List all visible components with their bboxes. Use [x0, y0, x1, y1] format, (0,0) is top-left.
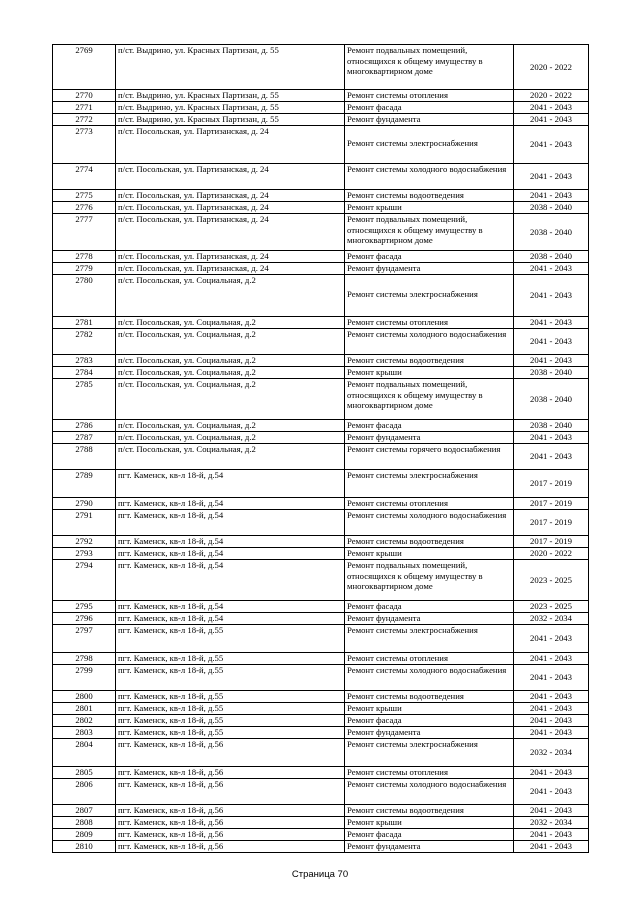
address-cell: пгт. Каменск, кв-л 18-й, д.54	[116, 613, 345, 625]
work-type-cell: Ремонт фундамента	[345, 841, 514, 853]
table-row	[53, 498, 589, 510]
table-row	[53, 202, 589, 214]
address-cell: пгт. Каменск, кв-л 18-й, д.54	[116, 470, 345, 498]
address-cell: п/ст. Посольская, ул. Социальная, д.2	[116, 329, 345, 355]
work-type-cell: Ремонт фундамента	[345, 613, 514, 625]
row-number: 2791	[53, 510, 116, 536]
period-cell: 2038 - 2040	[514, 379, 589, 420]
table-row	[53, 715, 589, 727]
period-cell: 2017 - 2019	[514, 498, 589, 510]
table-row	[53, 841, 589, 853]
work-type-cell: Ремонт системы электроснабжения	[345, 126, 514, 164]
work-type-cell: Ремонт подвальных помещений, относящихся к общему имуществу в многоквартирном доме	[345, 560, 514, 601]
period-cell: 2032 - 2034	[514, 613, 589, 625]
table-row	[53, 214, 589, 251]
address-cell: п/ст. Выдрино, ул. Красных Партизан, д. 55	[116, 102, 345, 114]
table-row	[53, 251, 589, 263]
period-cell: 2041 - 2043	[514, 625, 589, 653]
work-type-cell: Ремонт системы водоотведения	[345, 536, 514, 548]
address-cell: пгт. Каменск, кв-л 18-й, д.56	[116, 779, 345, 805]
period-cell: 2041 - 2043	[514, 275, 589, 317]
address-cell: пгт. Каменск, кв-л 18-й, д.54	[116, 601, 345, 613]
row-number: 2785	[53, 379, 116, 420]
address-cell: пгт. Каменск, кв-л 18-й, д.54	[116, 536, 345, 548]
work-type-cell: Ремонт фасада	[345, 251, 514, 263]
address-cell: пгт. Каменск, кв-л 18-й, д.56	[116, 841, 345, 853]
address-cell: пгт. Каменск, кв-л 18-й, д.56	[116, 767, 345, 779]
period-cell: 2041 - 2043	[514, 653, 589, 665]
table-row	[53, 739, 589, 767]
row-number: 2786	[53, 420, 116, 432]
address-cell: пгт. Каменск, кв-л 18-й, д.56	[116, 805, 345, 817]
page-number: Страница 70	[291, 869, 349, 880]
row-number: 2798	[53, 653, 116, 665]
row-number: 2781	[53, 317, 116, 329]
work-type-cell: Ремонт фундамента	[345, 432, 514, 444]
period-cell: 2041 - 2043	[514, 114, 589, 126]
period-cell: 2023 - 2025	[514, 601, 589, 613]
row-number: 2808	[53, 817, 116, 829]
table-row	[53, 625, 589, 653]
work-type-cell: Ремонт крыши	[345, 367, 514, 379]
row-number: 2793	[53, 548, 116, 560]
row-number: 2787	[53, 432, 116, 444]
work-type-cell: Ремонт системы водоотведения	[345, 691, 514, 703]
address-cell: пгт. Каменск, кв-л 18-й, д.55	[116, 625, 345, 653]
period-cell: 2041 - 2043	[514, 444, 589, 470]
address-cell: пгт. Каменск, кв-л 18-й, д.55	[116, 727, 345, 739]
address-cell: пгт. Каменск, кв-л 18-й, д.55	[116, 715, 345, 727]
table-row	[53, 420, 589, 432]
row-number: 2800	[53, 691, 116, 703]
table-row	[53, 805, 589, 817]
row-number: 2775	[53, 190, 116, 202]
table-row	[53, 102, 589, 114]
table-row	[53, 767, 589, 779]
address-cell: п/ст. Посольская, ул. Социальная, д.2	[116, 379, 345, 420]
row-number: 2788	[53, 444, 116, 470]
period-cell: 2032 - 2034	[514, 739, 589, 767]
work-type-cell: Ремонт фасада	[345, 420, 514, 432]
table-row	[53, 126, 589, 164]
address-cell: п/ст. Посольская, ул. Социальная, д.2	[116, 367, 345, 379]
work-type-cell: Ремонт системы водоотведения	[345, 190, 514, 202]
table-row	[53, 114, 589, 126]
work-type-cell: Ремонт системы холодного водоснабжения	[345, 329, 514, 355]
address-cell: п/ст. Посольская, ул. Социальная, д.2	[116, 317, 345, 329]
period-cell: 2041 - 2043	[514, 841, 589, 853]
work-type-cell: Ремонт фундамента	[345, 727, 514, 739]
table-row	[53, 665, 589, 691]
work-type-cell: Ремонт системы электроснабжения	[345, 739, 514, 767]
address-cell: п/ст. Посольская, ул. Партизанская, д. 24	[116, 164, 345, 190]
row-number: 2794	[53, 560, 116, 601]
period-cell: 2041 - 2043	[514, 126, 589, 164]
table-row	[53, 691, 589, 703]
address-cell: пгт. Каменск, кв-л 18-й, д.54	[116, 560, 345, 601]
table-row	[53, 601, 589, 613]
work-type-cell: Ремонт фасада	[345, 102, 514, 114]
period-cell: 2041 - 2043	[514, 703, 589, 715]
period-cell: 2038 - 2040	[514, 420, 589, 432]
period-cell: 2041 - 2043	[514, 727, 589, 739]
period-cell: 2041 - 2043	[514, 715, 589, 727]
address-cell: пгт. Каменск, кв-л 18-й, д.55	[116, 665, 345, 691]
row-number: 2772	[53, 114, 116, 126]
row-number: 2770	[53, 90, 116, 102]
work-type-cell: Ремонт крыши	[345, 817, 514, 829]
row-number: 2805	[53, 767, 116, 779]
period-cell: 2041 - 2043	[514, 665, 589, 691]
table-row	[53, 317, 589, 329]
work-type-cell: Ремонт фасада	[345, 715, 514, 727]
work-type-cell: Ремонт крыши	[345, 548, 514, 560]
address-cell: п/ст. Посольская, ул. Социальная, д.2	[116, 444, 345, 470]
work-type-cell: Ремонт системы электроснабжения	[345, 275, 514, 317]
address-cell: п/ст. Посольская, ул. Партизанская, д. 24	[116, 251, 345, 263]
work-type-cell: Ремонт крыши	[345, 202, 514, 214]
address-cell: п/ст. Посольская, ул. Социальная, д.2	[116, 432, 345, 444]
address-cell: пгт. Каменск, кв-л 18-й, д.54	[116, 548, 345, 560]
work-type-cell: Ремонт системы холодного водоснабжения	[345, 510, 514, 536]
row-number: 2804	[53, 739, 116, 767]
period-cell: 2038 - 2040	[514, 367, 589, 379]
address-cell: п/ст. Посольская, ул. Социальная, д.2	[116, 420, 345, 432]
period-cell: 2038 - 2040	[514, 214, 589, 251]
work-type-cell: Ремонт системы отопления	[345, 317, 514, 329]
row-number: 2776	[53, 202, 116, 214]
work-type-cell: Ремонт системы электроснабжения	[345, 470, 514, 498]
table-row	[53, 779, 589, 805]
work-type-cell: Ремонт системы отопления	[345, 767, 514, 779]
repair-schedule-table	[52, 44, 589, 853]
period-cell: 2017 - 2019	[514, 510, 589, 536]
row-number: 2784	[53, 367, 116, 379]
table-row	[53, 653, 589, 665]
work-type-cell: Ремонт системы электроснабжения	[345, 625, 514, 653]
row-number: 2807	[53, 805, 116, 817]
address-cell: п/ст. Посольская, ул. Социальная, д.2	[116, 275, 345, 317]
period-cell: 2041 - 2043	[514, 329, 589, 355]
work-type-cell: Ремонт системы холодного водоснабжения	[345, 779, 514, 805]
work-type-cell: Ремонт крыши	[345, 703, 514, 715]
address-cell: п/ст. Посольская, ул. Партизанская, д. 24	[116, 190, 345, 202]
address-cell: пгт. Каменск, кв-л 18-й, д.56	[116, 739, 345, 767]
row-number: 2773	[53, 126, 116, 164]
table-row	[53, 613, 589, 625]
row-number: 2809	[53, 829, 116, 841]
work-type-cell: Ремонт системы холодного водоснабжения	[345, 665, 514, 691]
table-row	[53, 90, 589, 102]
table-row	[53, 470, 589, 498]
work-type-cell: Ремонт фундамента	[345, 263, 514, 275]
address-cell: п/ст. Посольская, ул. Социальная, д.2	[116, 355, 345, 367]
period-cell: 2020 - 2022	[514, 45, 589, 90]
row-number: 2774	[53, 164, 116, 190]
work-type-cell: Ремонт системы водоотведения	[345, 805, 514, 817]
address-cell: пгт. Каменск, кв-л 18-й, д.56	[116, 829, 345, 841]
row-number: 2803	[53, 727, 116, 739]
address-cell: пгт. Каменск, кв-л 18-й, д.55	[116, 653, 345, 665]
work-type-cell: Ремонт системы отопления	[345, 90, 514, 102]
period-cell: 2020 - 2022	[514, 90, 589, 102]
table-row	[53, 536, 589, 548]
period-cell: 2041 - 2043	[514, 432, 589, 444]
address-cell: п/ст. Посольская, ул. Партизанская, д. 24	[116, 126, 345, 164]
table-row	[53, 548, 589, 560]
table-row	[53, 164, 589, 190]
address-cell: п/ст. Посольская, ул. Партизанская, д. 24	[116, 214, 345, 251]
table-row	[53, 190, 589, 202]
row-number: 2795	[53, 601, 116, 613]
table-row	[53, 432, 589, 444]
period-cell: 2017 - 2019	[514, 470, 589, 498]
row-number: 2778	[53, 251, 116, 263]
row-number: 2779	[53, 263, 116, 275]
table-row	[53, 727, 589, 739]
address-cell: п/ст. Выдрино, ул. Красных Партизан, д. 55	[116, 114, 345, 126]
address-cell: пгт. Каменск, кв-л 18-й, д.56	[116, 817, 345, 829]
row-number: 2796	[53, 613, 116, 625]
address-cell: п/ст. Выдрино, ул. Красных Партизан, д. 55	[116, 45, 345, 90]
period-cell: 2038 - 2040	[514, 202, 589, 214]
work-type-cell: Ремонт фасада	[345, 601, 514, 613]
work-type-cell: Ремонт фундамента	[345, 114, 514, 126]
table-row	[53, 817, 589, 829]
period-cell: 2041 - 2043	[514, 779, 589, 805]
address-cell: пгт. Каменск, кв-л 18-й, д.55	[116, 691, 345, 703]
table-row	[53, 45, 589, 90]
row-number: 2771	[53, 102, 116, 114]
period-cell: 2041 - 2043	[514, 102, 589, 114]
work-type-cell: Ремонт системы отопления	[345, 653, 514, 665]
period-cell: 2041 - 2043	[514, 829, 589, 841]
address-cell: п/ст. Посольская, ул. Партизанская, д. 24	[116, 263, 345, 275]
row-number: 2780	[53, 275, 116, 317]
address-cell: п/ст. Выдрино, ул. Красных Партизан, д. 55	[116, 90, 345, 102]
row-number: 2799	[53, 665, 116, 691]
table-body	[53, 45, 589, 853]
period-cell: 2032 - 2034	[514, 817, 589, 829]
address-cell: п/ст. Посольская, ул. Партизанская, д. 24	[116, 202, 345, 214]
period-cell: 2041 - 2043	[514, 767, 589, 779]
row-number: 2769	[53, 45, 116, 90]
address-cell: пгт. Каменск, кв-л 18-й, д.54	[116, 510, 345, 536]
table-row	[53, 275, 589, 317]
row-number: 2782	[53, 329, 116, 355]
table-row	[53, 355, 589, 367]
row-number: 2801	[53, 703, 116, 715]
table-row	[53, 379, 589, 420]
row-number: 2789	[53, 470, 116, 498]
work-type-cell: Ремонт фасада	[345, 829, 514, 841]
period-cell: 2041 - 2043	[514, 355, 589, 367]
work-type-cell: Ремонт системы отопления	[345, 498, 514, 510]
address-cell: пгт. Каменск, кв-л 18-й, д.55	[116, 703, 345, 715]
period-cell: 2017 - 2019	[514, 536, 589, 548]
period-cell: 2041 - 2043	[514, 190, 589, 202]
table-row	[53, 703, 589, 715]
work-type-cell: Ремонт системы водоотведения	[345, 355, 514, 367]
table-row	[53, 444, 589, 470]
row-number: 2783	[53, 355, 116, 367]
row-number: 2806	[53, 779, 116, 805]
period-cell: 2041 - 2043	[514, 691, 589, 703]
row-number: 2792	[53, 536, 116, 548]
document-sheet	[52, 44, 588, 853]
row-number: 2790	[53, 498, 116, 510]
table-row	[53, 829, 589, 841]
period-cell: 2023 - 2025	[514, 560, 589, 601]
work-type-cell: Ремонт подвальных помещений, относящихся к общему имуществу в многоквартирном доме	[345, 45, 514, 90]
address-cell: пгт. Каменск, кв-л 18-й, д.54	[116, 498, 345, 510]
period-cell: 2041 - 2043	[514, 805, 589, 817]
period-cell: 2020 - 2022	[514, 548, 589, 560]
work-type-cell: Ремонт подвальных помещений, относящихся к общему имуществу в многоквартирном доме	[345, 214, 514, 251]
work-type-cell: Ремонт подвальных помещений, относящихся к общему имуществу в многоквартирном доме	[345, 379, 514, 420]
period-cell: 2041 - 2043	[514, 263, 589, 275]
row-number: 2810	[53, 841, 116, 853]
row-number: 2797	[53, 625, 116, 653]
table-row	[53, 560, 589, 601]
period-cell: 2041 - 2043	[514, 317, 589, 329]
table-row	[53, 263, 589, 275]
period-cell: 2038 - 2040	[514, 251, 589, 263]
period-cell: 2041 - 2043	[514, 164, 589, 190]
table-row	[53, 510, 589, 536]
work-type-cell: Ремонт системы горячего водоснабжения	[345, 444, 514, 470]
row-number: 2802	[53, 715, 116, 727]
work-type-cell: Ремонт системы холодного водоснабжения	[345, 164, 514, 190]
table-row	[53, 367, 589, 379]
row-number: 2777	[53, 214, 116, 251]
table-row	[53, 329, 589, 355]
